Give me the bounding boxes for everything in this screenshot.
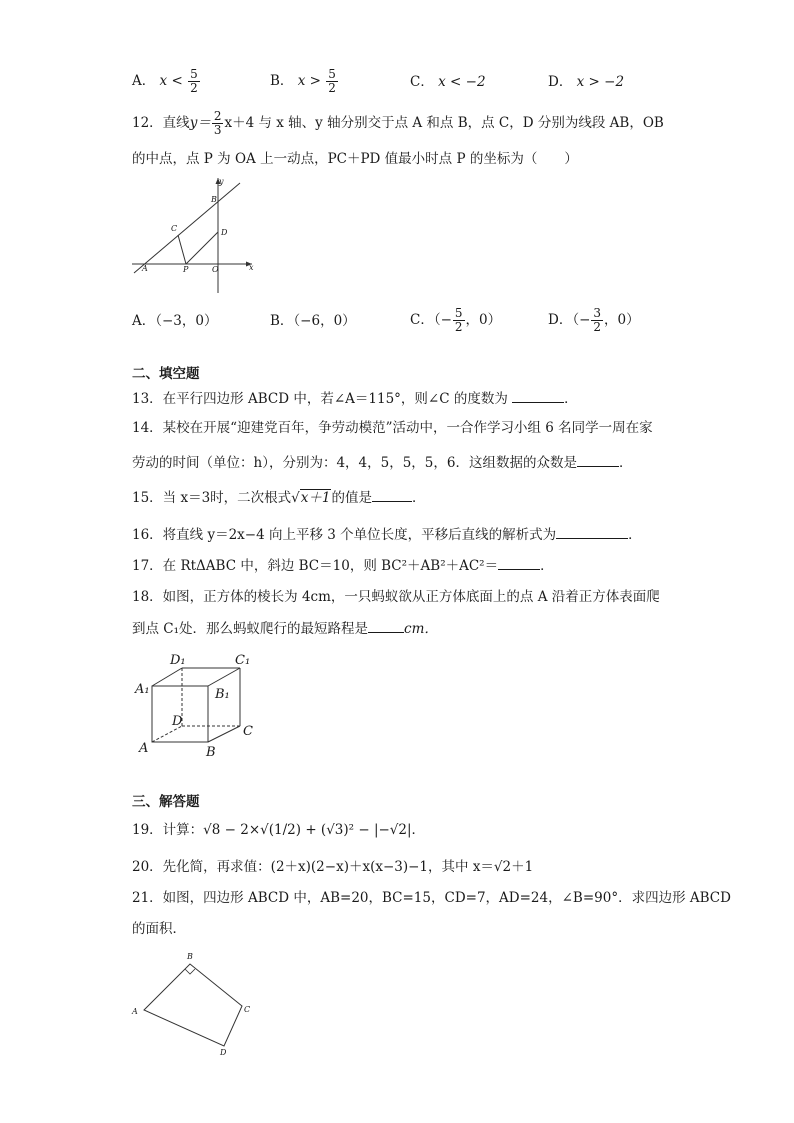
q12-label-b: B bbox=[211, 195, 217, 204]
q15-end: ． bbox=[411, 490, 426, 506]
q16-answer-blank[interactable] bbox=[556, 524, 628, 539]
q18-label-d: D bbox=[172, 714, 183, 729]
q18-edge-a1d1 bbox=[152, 668, 182, 686]
q12-label-y: y bbox=[219, 177, 224, 186]
q15-answer-blank[interactable] bbox=[372, 487, 412, 502]
q12-label-a: A bbox=[142, 264, 148, 273]
q21-label-b: B bbox=[187, 952, 193, 961]
q21-quadrilateral-abcd bbox=[144, 964, 242, 1046]
q11-option-b-lhs: x > bbox=[297, 73, 321, 89]
q11-option-d-text: x > −2 bbox=[576, 74, 625, 90]
q11-option-a-num: 5 bbox=[190, 67, 198, 81]
q11-option-a-letter: A． bbox=[132, 73, 156, 89]
q18-label-c: C bbox=[243, 724, 253, 739]
q21-quadrilateral-figure bbox=[128, 948, 258, 1060]
q11-option-a-den: 2 bbox=[190, 81, 198, 95]
q12-y-eq: y＝ bbox=[189, 115, 211, 131]
q21-right-angle-mark bbox=[185, 969, 195, 974]
q12-line1 bbox=[132, 110, 664, 137]
q14-line2 bbox=[132, 452, 632, 473]
q12-fraction bbox=[212, 110, 224, 137]
q18-label-a1: A₁ bbox=[135, 682, 150, 697]
q15: 15．当 x＝3时，二次根式√x＋1的值是 ． bbox=[132, 487, 425, 508]
q11-option-a-fraction bbox=[188, 68, 200, 95]
q18-edge-bc bbox=[208, 726, 240, 742]
q18-cube-figure bbox=[132, 650, 262, 762]
q11-option-c-letter: C． bbox=[410, 74, 434, 90]
q18-edge-b1c1 bbox=[208, 668, 240, 686]
q12-option-c-den: 2 bbox=[454, 320, 463, 334]
q11-option-b bbox=[270, 68, 339, 95]
q12-option-c-pre: C．（− bbox=[410, 312, 452, 328]
q21-line2: 的面积． bbox=[132, 921, 186, 937]
q11-option-b-letter: B． bbox=[270, 73, 294, 89]
q12-option-c bbox=[410, 307, 501, 334]
q12-frac-den: 3 bbox=[213, 123, 222, 137]
q14-end: ． bbox=[618, 455, 633, 471]
q14-answer-blank[interactable] bbox=[577, 452, 619, 467]
q18-line2 bbox=[132, 618, 438, 639]
q17 bbox=[132, 555, 554, 576]
q12-segment-pc bbox=[178, 235, 186, 264]
q12-label-o: O bbox=[212, 265, 219, 274]
q13-end: ． bbox=[564, 391, 578, 407]
q18-unit: cm． bbox=[404, 621, 438, 637]
q21-line1: 21．如图，四边形 ABCD 中，AB=20，BC=15，CD=7，AD=24，∠B=90°．求四边形 ABCD bbox=[132, 890, 731, 906]
q19: 19．计算：√8 − 2×√(1/2) + (√3)² − |−√2|． bbox=[132, 822, 426, 838]
q12-option-d-den: 2 bbox=[593, 320, 602, 334]
q18-line1: 18．如图，正方体的棱长为 4cm，一只蚂蚁欲从正方体底面上的点 A 沿着正方体表面爬 bbox=[132, 589, 660, 605]
q16-text: 16．将直线 y＝2x−4 向上平移 3 个单位长度，平移后直线的解析式为 bbox=[132, 527, 557, 543]
q18-label-c1: C₁ bbox=[235, 653, 251, 668]
q12-line2: 的中点，点 P 为 OA 上一动点，PC＋PD 值最小时点 P 的坐标为（ ） bbox=[132, 151, 578, 167]
q17-text: 17．在 RtΔABC 中，斜边 BC＝10，则 BC²＋AB²＋AC²＝ bbox=[132, 558, 499, 574]
q12-label-c: C bbox=[171, 224, 178, 233]
q21-label-a: A bbox=[132, 1007, 138, 1016]
q12-option-d bbox=[548, 307, 640, 334]
q16 bbox=[132, 524, 642, 545]
q11-option-a-lhs: x < bbox=[159, 73, 183, 89]
q16-end: ． bbox=[628, 527, 642, 543]
q12-label-p: P bbox=[183, 265, 189, 274]
q14-line1: 14．某校在开展“迎建党百年，争劳动模范”活动中，一合作学习小组 6 名同学一周在家 bbox=[132, 420, 653, 436]
q11-option-b-num: 5 bbox=[328, 67, 336, 81]
q12-label-x: x bbox=[249, 263, 254, 272]
q11-option-c bbox=[410, 72, 486, 92]
q12-option-d-pre: D．（− bbox=[548, 312, 591, 328]
q15-mid: 的值是 bbox=[331, 490, 372, 506]
section-solution-title: 三、解答题 bbox=[132, 794, 200, 810]
q12-option-a: A．（−3，0） bbox=[132, 313, 218, 329]
q14-line2-text: 劳动的时间（单位：h），分别为：4，4，5，5，5，6．这组数据的众数是 bbox=[132, 455, 577, 471]
q15-text: 15．当 x＝3时，二次根式 bbox=[132, 490, 292, 506]
q18-line2-text: 到点 C₁处．那么蚂蚁爬行的最短路程是 bbox=[132, 621, 369, 637]
q11-option-b-den: 2 bbox=[328, 81, 336, 95]
q17-end: ． bbox=[540, 558, 554, 574]
q12-option-d-fraction bbox=[591, 307, 603, 334]
q12-option-c-num: 5 bbox=[454, 306, 463, 320]
q13-text: 13．在平行四边形 ABCD 中，若∠A＝115°，则∠C 的度数为 bbox=[132, 391, 508, 407]
q13 bbox=[132, 388, 578, 409]
q18-label-b1: B₁ bbox=[215, 687, 230, 702]
q15-radicand: x＋1 bbox=[300, 490, 331, 506]
q12-segment-pd bbox=[186, 232, 218, 264]
q18-label-d1: D₁ bbox=[170, 653, 186, 668]
q13-answer-blank[interactable] bbox=[512, 388, 564, 403]
q12-option-c-fraction bbox=[453, 307, 465, 334]
q11-option-d bbox=[548, 72, 624, 92]
q12-text-rest: x＋4 与 x 轴、y 轴分别交于点 A 和点 B，点 C，D 分别为线段 AB，OB bbox=[224, 115, 664, 131]
q12-option-d-num: 3 bbox=[593, 306, 602, 320]
q11-option-c-text: x < −2 bbox=[438, 74, 486, 90]
q20: 20．先化简，再求值：(2＋x)(2−x)＋x(x−3)−1，其中 x＝√2＋1 bbox=[132, 859, 534, 875]
q12-option-c-post: ，0） bbox=[465, 312, 502, 328]
q21-label-c: C bbox=[244, 1005, 251, 1014]
q12-number: 12．直线 bbox=[132, 115, 190, 131]
q11-option-a bbox=[132, 68, 201, 95]
q12-coordinate-figure bbox=[130, 175, 260, 297]
q17-answer-blank[interactable] bbox=[498, 555, 540, 570]
q18-answer-blank[interactable] bbox=[368, 618, 404, 633]
section-fill-in-title: 二、填空题 bbox=[132, 366, 200, 382]
q18-label-a: A bbox=[139, 741, 149, 756]
q12-option-b: B．（−6，0） bbox=[270, 313, 356, 329]
q21-label-d: D bbox=[220, 1048, 227, 1057]
q11-option-b-fraction bbox=[326, 68, 338, 95]
q12-label-d: D bbox=[221, 228, 228, 237]
q12-option-d-post: ，0） bbox=[604, 312, 640, 328]
q12-frac-num: 2 bbox=[213, 109, 222, 123]
q18-label-b: B bbox=[206, 745, 216, 760]
q11-option-d-letter: D． bbox=[548, 74, 573, 90]
